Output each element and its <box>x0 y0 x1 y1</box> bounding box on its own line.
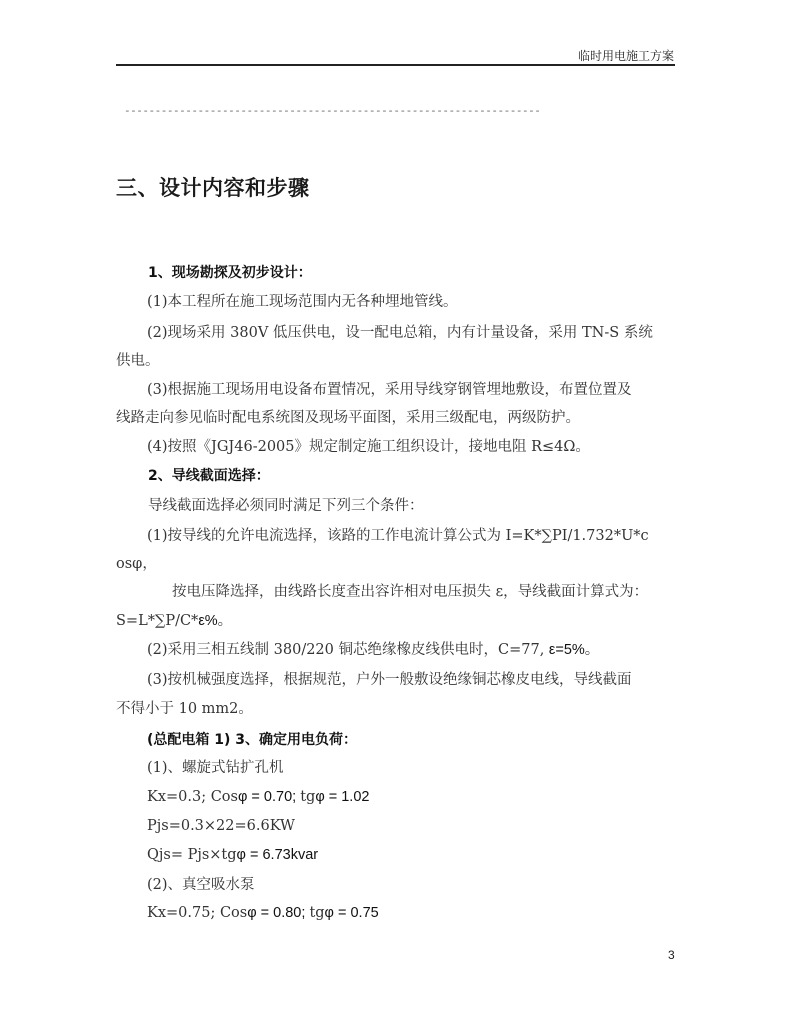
item2-kx-d: φ = 0.75 <box>324 905 379 921</box>
s3-title: (总配电箱 1) 3、确定用电负荷： <box>147 732 358 748</box>
s1-title: 1、现场勘探及初步设计： <box>148 265 312 281</box>
item2-kx-c: tg <box>309 905 325 921</box>
s2-paragraph-1a: (1)按导线的允许电流选择，该路的工作电流计算公式为 I=K*∑PI/1.732*U*c <box>147 528 649 544</box>
s2-p2-epsilon: ε=5%。 <box>548 642 600 658</box>
item1-kx-a: Kx=0.3; Cos <box>147 789 238 805</box>
s1-paragraph-4: (4)按照《JGJ46-2005》规定制定施工组织设计，接地电阻 R≤4Ω。 <box>147 439 590 455</box>
item2-kx-a: Kx=0.75; Cos <box>147 905 248 921</box>
s2-formula-epsilon: ε%。 <box>198 613 233 629</box>
item1-kx-d: φ = 1.02 <box>315 789 370 805</box>
item1-title: (1)、螺旋式钻扩孔机 <box>147 760 284 776</box>
item2-title: (2)、真空吸水泵 <box>147 877 255 893</box>
s2-p2-text: (2)采用三相五线制 380/220 铜芯绝缘橡皮线供电时，C=77, <box>147 642 549 658</box>
section-heading: 三、设计内容和步骤 <box>116 176 310 200</box>
item1-kx <box>147 787 369 807</box>
s2-paragraph-1c: 按电压降选择，由线路长度查出容许相对电压损失 ε，导线截面计算式为： <box>172 584 649 600</box>
s2-intro: 导线截面选择必须同时满足下列三个条件： <box>148 498 424 514</box>
s1-paragraph-3b: 线路走向参见临时配电系统图及现场平面图，采用三级配电，两级防护。 <box>116 410 580 426</box>
page-number: 3 <box>668 948 675 962</box>
s2-title: 2、导线截面选择： <box>148 468 270 484</box>
s2-paragraph-3b: 不得小于 10 mm2。 <box>116 701 253 717</box>
item1-pjs: Pjs=0.3×22=6.6KW <box>147 818 295 834</box>
item1-kx-c: tg <box>300 789 316 805</box>
s2-paragraph-3a: (3)按机械强度选择，根据规范，户外一般敷设绝缘铜芯橡皮电线，导线截面 <box>147 672 632 688</box>
s2-paragraph-1d <box>116 611 232 631</box>
item1-kx-b: φ = 0.70; <box>237 789 301 805</box>
item1-qjs <box>147 845 318 865</box>
s1-paragraph-2b: 供电。 <box>116 353 160 369</box>
s1-paragraph-2a: (2)现场采用 380V 低压供电，设一配电总箱，内有计量设备，采用 TN-S 系统 <box>147 325 653 341</box>
item2-kx <box>147 903 379 923</box>
s2-formula-text: S=L*∑P/C* <box>116 613 199 629</box>
header-rule <box>116 64 675 66</box>
item1-qjs-b: φ = 6.73kvar <box>236 847 319 863</box>
s2-paragraph-2 <box>147 640 599 660</box>
item2-kx-b: φ = 0.80; <box>247 905 310 921</box>
s1-paragraph-3a: (3)根据施工现场用电设备布置情况，采用导线穿钢管埋地敷设，布置位置及 <box>147 382 632 398</box>
s1-paragraph-1: (1)本工程所在施工现场范围内无各种埋地管线。 <box>147 294 458 310</box>
item1-qjs-a: Qjs= Pjs×tg <box>147 847 237 863</box>
dashed-separator: -------------------------------------------------------------------- <box>124 104 541 117</box>
header-title: 临时用电施工方案 <box>577 49 674 63</box>
s2-paragraph-1b: osφ， <box>116 556 157 572</box>
